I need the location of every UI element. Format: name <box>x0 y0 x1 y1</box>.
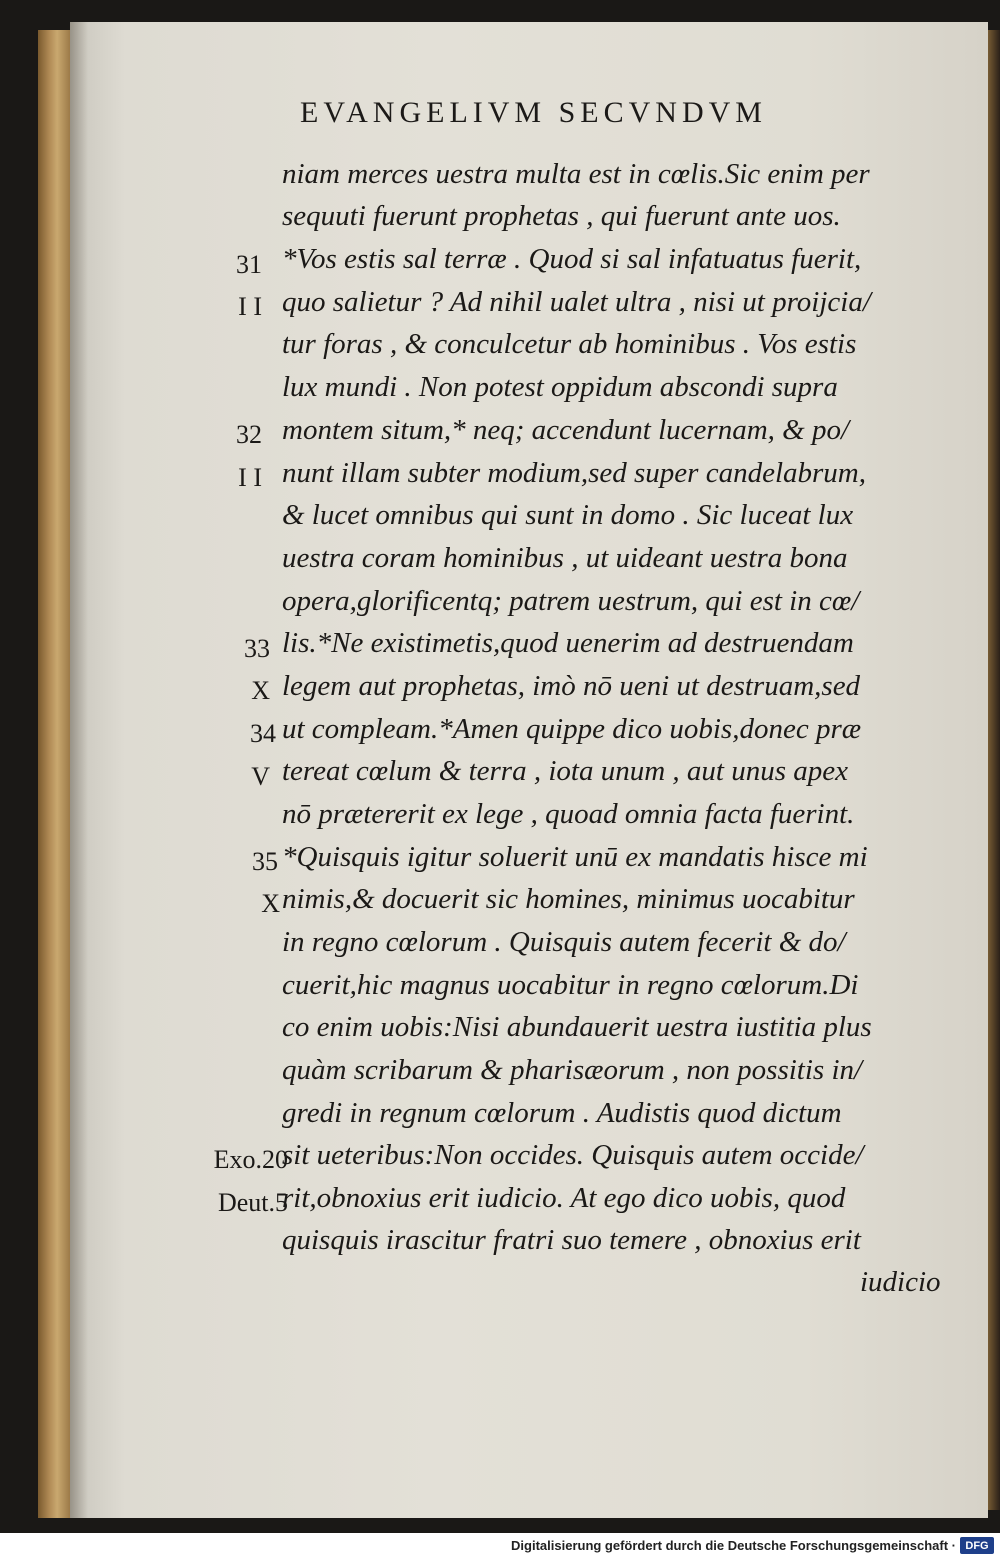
margin-verse-number: 33 <box>244 634 270 663</box>
text-line: montem situm,* neq; accendunt lucernam, & po/ <box>282 414 850 446</box>
margin-chapter-ref: X <box>261 889 280 918</box>
dfg-logo-icon: DFG <box>960 1537 994 1554</box>
text-line: opera,glorificentq; patrem uestrum, qui est in cœ/ <box>282 585 860 617</box>
margin-chapter-ref: I I <box>238 463 262 492</box>
margin-chapter-ref: X <box>251 676 270 705</box>
running-head: EVANGELIVM SECVNDVM <box>300 96 767 129</box>
text-line: gredi in regnum cœlorum . Audistis quod dictum <box>282 1097 842 1129</box>
footer-bar <box>0 1533 1000 1559</box>
text-line: niam merces uestra multa est in cœlis.Sic enim per <box>282 158 870 190</box>
text-line: quo salietur ? Ad nihil ualet ultra , nisi ut proijcia/ <box>282 286 871 318</box>
margin-cross-reference: Deut.5 <box>217 1188 288 1217</box>
book-edge <box>38 30 70 1518</box>
text-line: sit ueteribus:Non occides. Quisquis autem occide/ <box>282 1139 864 1171</box>
text-line: & lucet omnibus qui sunt in domo . Sic luceat lux <box>282 499 854 531</box>
margin-verse-number: 32 <box>236 420 262 449</box>
text-line: *Vos estis sal terræ . Quod si sal infatuatus fuerit, <box>282 243 862 275</box>
text-line: nunt illam subter modium,sed super candelabrum, <box>282 457 866 489</box>
text-line: cuerit,hic magnus uocabitur in regno cœlorum.Di <box>282 969 859 1001</box>
text-line: tereat cœlum & terra , iota unum , aut unus apex <box>282 755 848 787</box>
margin-chapter-ref: V <box>251 762 270 791</box>
text-line: lis.*Ne existimetis,quod uenerim ad destruendam <box>282 627 854 659</box>
margin-verse-number: 34 <box>250 719 276 748</box>
text-line: ut compleam.*Amen quippe dico uobis,donec præ <box>282 713 862 745</box>
text-line: lux mundi . Non potest oppidum abscondi supra <box>282 371 838 403</box>
catchword: iudicio <box>860 1266 941 1298</box>
text-line: quàm scribarum & pharisæorum , non possitis in/ <box>282 1054 863 1086</box>
text-line: rit,obnoxius erit iudicio. At ego dico uobis, quod <box>282 1182 846 1214</box>
text-line: in regno cœlorum . Quisquis autem fecerit & do/ <box>282 926 846 958</box>
margin-cross-reference: Exo.20 <box>213 1145 288 1174</box>
text-line: nō prætererit ex lege , quoad omnia facta fuerint. <box>282 798 855 830</box>
text-line: legem aut prophetas, imò nō ueni ut destruam,sed <box>282 670 861 702</box>
footer-credit: Digitalisierung gefördert durch die Deutsche Forschungsgemeinschaft · <box>511 1538 956 1553</box>
text-line: quisquis irascitur fratri suo temere , obnoxius erit <box>282 1224 861 1256</box>
text-line: co enim uobis:Nisi abundauerit uestra iustitia plus <box>282 1011 872 1043</box>
text-line: sequuti fuerunt prophetas , qui fuerunt ante uos. <box>282 200 841 232</box>
margin-verse-number: 35 <box>252 847 278 876</box>
text-line: tur foras , & conculcetur ab hominibus . Vos estis <box>282 328 857 360</box>
margin-verse-number: 31 <box>236 250 262 279</box>
margin-chapter-ref: I I <box>238 292 262 321</box>
text-line: uestra coram hominibus , ut uideant uestra bona <box>282 542 848 574</box>
text-line: nimis,& docuerit sic homines, minimus uocabitur <box>282 883 855 915</box>
page-gutter-shadow <box>70 22 88 1518</box>
text-line: *Quisquis igitur soluerit unū ex mandatis hisce mi <box>282 841 868 873</box>
